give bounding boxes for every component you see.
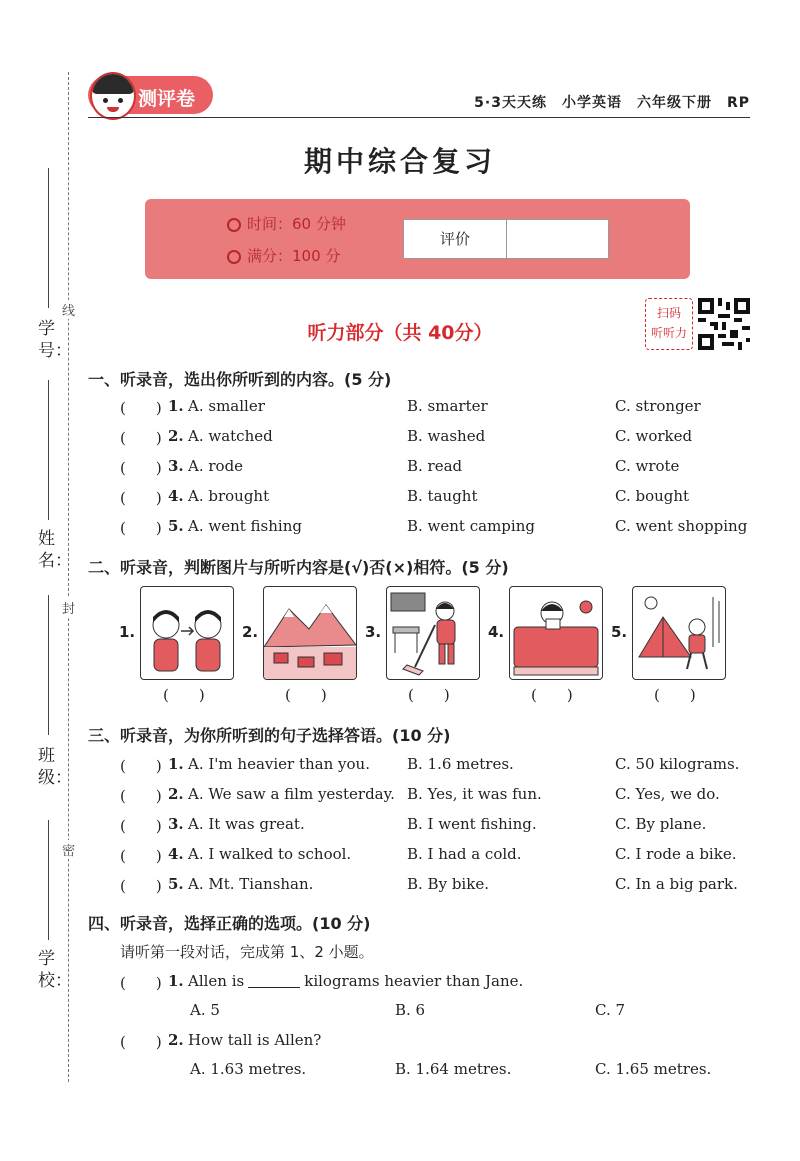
part4-question-2 (120, 1031, 760, 1053)
part1-question-4 (120, 487, 760, 509)
picture-sick-boy (509, 586, 603, 680)
option-b: B. I went fishing. (407, 815, 537, 833)
option-c: C. Yes, we do. (615, 785, 720, 803)
option-a: A. smaller (188, 397, 265, 415)
option-c: C. By plane. (615, 815, 707, 833)
picture-number-4: 4. (488, 623, 505, 641)
option-b: B. 1.6 metres. (407, 755, 514, 773)
picture-answer-4[interactable]: ( ) (531, 686, 573, 704)
time-text: 时间：60 分钟 (247, 215, 346, 233)
name-label: 姓名： (38, 529, 72, 571)
score-row (227, 245, 340, 266)
cut-line (68, 72, 69, 1082)
option-a: A. 1.63 metres. (190, 1060, 307, 1078)
answer-blank[interactable]: ( ) (120, 877, 162, 895)
score-text: 满分：100 分 (247, 247, 341, 265)
question-number: 1. (168, 755, 184, 773)
answer-blank[interactable]: ( ) (120, 429, 162, 447)
option-c: C. went shopping (615, 517, 748, 535)
question-number: 1. (168, 397, 184, 415)
name-blank (48, 380, 49, 520)
student-id-label: 学号： (38, 319, 72, 361)
part1-title: 一、听录音，选出你所听到的内容。(5 分) (88, 370, 392, 389)
question-number: 4. (168, 487, 184, 505)
picture-number-1: 1. (119, 623, 136, 641)
option-b: B. 1.64 metres. (395, 1060, 512, 1078)
option-b: B. smarter (407, 397, 488, 415)
mascot-icon (90, 72, 136, 120)
part1-question-1 (120, 397, 760, 419)
school-blank (48, 820, 49, 940)
option-b: B. washed (407, 427, 486, 445)
part4-question-1-options (190, 1001, 750, 1019)
part1-question-3 (120, 457, 760, 479)
picture-mountain-town (263, 586, 357, 680)
picture-answer-1[interactable]: ( ) (163, 686, 205, 704)
picture-number-3: 3. (365, 623, 382, 641)
school-label: 学校： (38, 949, 72, 991)
part4-instruction: 请听第一段对话，完成第 1、2 小题。 (120, 943, 374, 961)
time-row (227, 213, 346, 234)
answer-blank[interactable]: ( ) (120, 974, 162, 992)
question-number: 1. (168, 972, 184, 990)
option-a: A. went fishing (188, 517, 302, 535)
option-b: B. By bike. (407, 875, 489, 893)
answer-blank[interactable]: ( ) (120, 519, 162, 537)
answer-blank[interactable]: ( ) (120, 489, 162, 507)
picture-answer-3[interactable]: ( ) (408, 686, 450, 704)
answer-blank[interactable]: ( ) (120, 847, 162, 865)
option-c: C. worked (615, 427, 693, 445)
check-circle-icon (227, 250, 241, 264)
cut-mark-line: 线 (62, 300, 75, 319)
scan-line-2: 听听力 (650, 326, 687, 340)
option-c: C. wrote (615, 457, 680, 475)
evaluation-label: 评价 (404, 220, 507, 258)
picture-answer-5[interactable]: ( ) (654, 686, 696, 704)
picture-twin-girls (140, 586, 234, 680)
picture-answer-2[interactable]: ( ) (285, 686, 327, 704)
option-c: C. stronger (615, 397, 701, 415)
part3-question-3 (120, 815, 760, 837)
listening-section-title: 听力部分（共 40分） (307, 322, 493, 344)
question-number: 2. (168, 785, 184, 803)
option-a: A. Mt. Tianshan. (188, 875, 314, 893)
option-a: A. I walked to school. (188, 845, 352, 863)
question-text: How tall is Allen? (188, 1031, 322, 1049)
qr-code-icon[interactable] (698, 298, 750, 350)
scan-prompt (645, 298, 693, 350)
picture-number-2: 2. (242, 623, 259, 641)
class-label: 班级： (38, 746, 72, 788)
part3-question-4 (120, 845, 760, 867)
picture-number-5: 5. (611, 623, 628, 641)
fill-blank[interactable] (248, 987, 300, 988)
question-text (188, 972, 523, 990)
option-b: B. read (407, 457, 463, 475)
question-text-after: kilograms heavier than Jane. (304, 972, 524, 990)
cut-mark-seal: 封 (62, 598, 75, 617)
question-number: 3. (168, 457, 184, 475)
scan-line-1: 扫码 (656, 306, 681, 320)
part3-title: 三、听录音，为你所听到的句子选择答语。(10 分) (88, 726, 451, 745)
picture-camping (632, 586, 726, 680)
option-a: A. 5 (190, 1001, 220, 1019)
class-blank (48, 595, 49, 735)
picture-boy-sweeping (386, 586, 480, 680)
part3-question-2 (120, 785, 760, 807)
option-a: A. brought (188, 487, 270, 505)
part4-question-2-options (190, 1060, 750, 1078)
part4-title: 四、听录音，选择正确的选项。(10 分) (88, 914, 371, 933)
answer-blank[interactable]: ( ) (120, 459, 162, 477)
option-b: B. I had a cold. (407, 845, 522, 863)
badge-label: 测评卷 (138, 88, 196, 110)
question-text-before: Allen is (188, 972, 245, 990)
clock-icon (227, 218, 241, 232)
option-c: C. 1.65 metres. (595, 1060, 712, 1078)
option-b: B. 6 (395, 1001, 426, 1019)
answer-blank[interactable]: ( ) (120, 757, 162, 775)
option-c: C. bought (615, 487, 690, 505)
evaluation-box[interactable] (403, 219, 609, 259)
part2-title: 二、听录音，判断图片与所听内容是(√)否(×)相符。(5 分) (88, 558, 509, 577)
answer-blank[interactable]: ( ) (120, 399, 162, 417)
option-a: A. We saw a film yesterday. (188, 785, 395, 803)
cut-mark-secret: 密 (62, 840, 75, 859)
answer-blank[interactable]: ( ) (120, 787, 162, 805)
question-number: 4. (168, 845, 184, 863)
option-b: B. Yes, it was fun. (407, 785, 542, 803)
option-c: C. 50 kilograms. (615, 755, 740, 773)
answer-blank[interactable]: ( ) (120, 817, 162, 835)
option-a: A. It was great. (188, 815, 305, 833)
answer-blank[interactable]: ( ) (120, 1033, 162, 1051)
header-divider (88, 117, 750, 118)
page-title: 期中综合复习 (303, 145, 496, 178)
option-a: A. watched (188, 427, 273, 445)
option-a: A. I'm heavier than you. (188, 755, 370, 773)
part1-question-2 (120, 427, 760, 449)
option-a: A. rode (188, 457, 244, 475)
part1-question-5 (120, 517, 760, 539)
part3-question-1 (120, 755, 760, 777)
series-label: 5·3天天练 小学英语 六年级下册 RP (474, 95, 750, 111)
question-number: 2. (168, 1031, 184, 1049)
option-c: C. 7 (595, 1001, 626, 1019)
question-number: 5. (168, 517, 184, 535)
option-c: C. I rode a bike. (615, 845, 737, 863)
info-box (145, 199, 690, 279)
option-c: C. In a big park. (615, 875, 738, 893)
student-id-blank (48, 168, 49, 308)
question-number: 2. (168, 427, 184, 445)
question-number: 5. (168, 875, 184, 893)
question-number: 3. (168, 815, 184, 833)
part4-question-1 (120, 972, 760, 994)
part3-question-5 (120, 875, 760, 897)
option-b: B. taught (407, 487, 478, 505)
option-b: B. went camping (407, 517, 535, 535)
